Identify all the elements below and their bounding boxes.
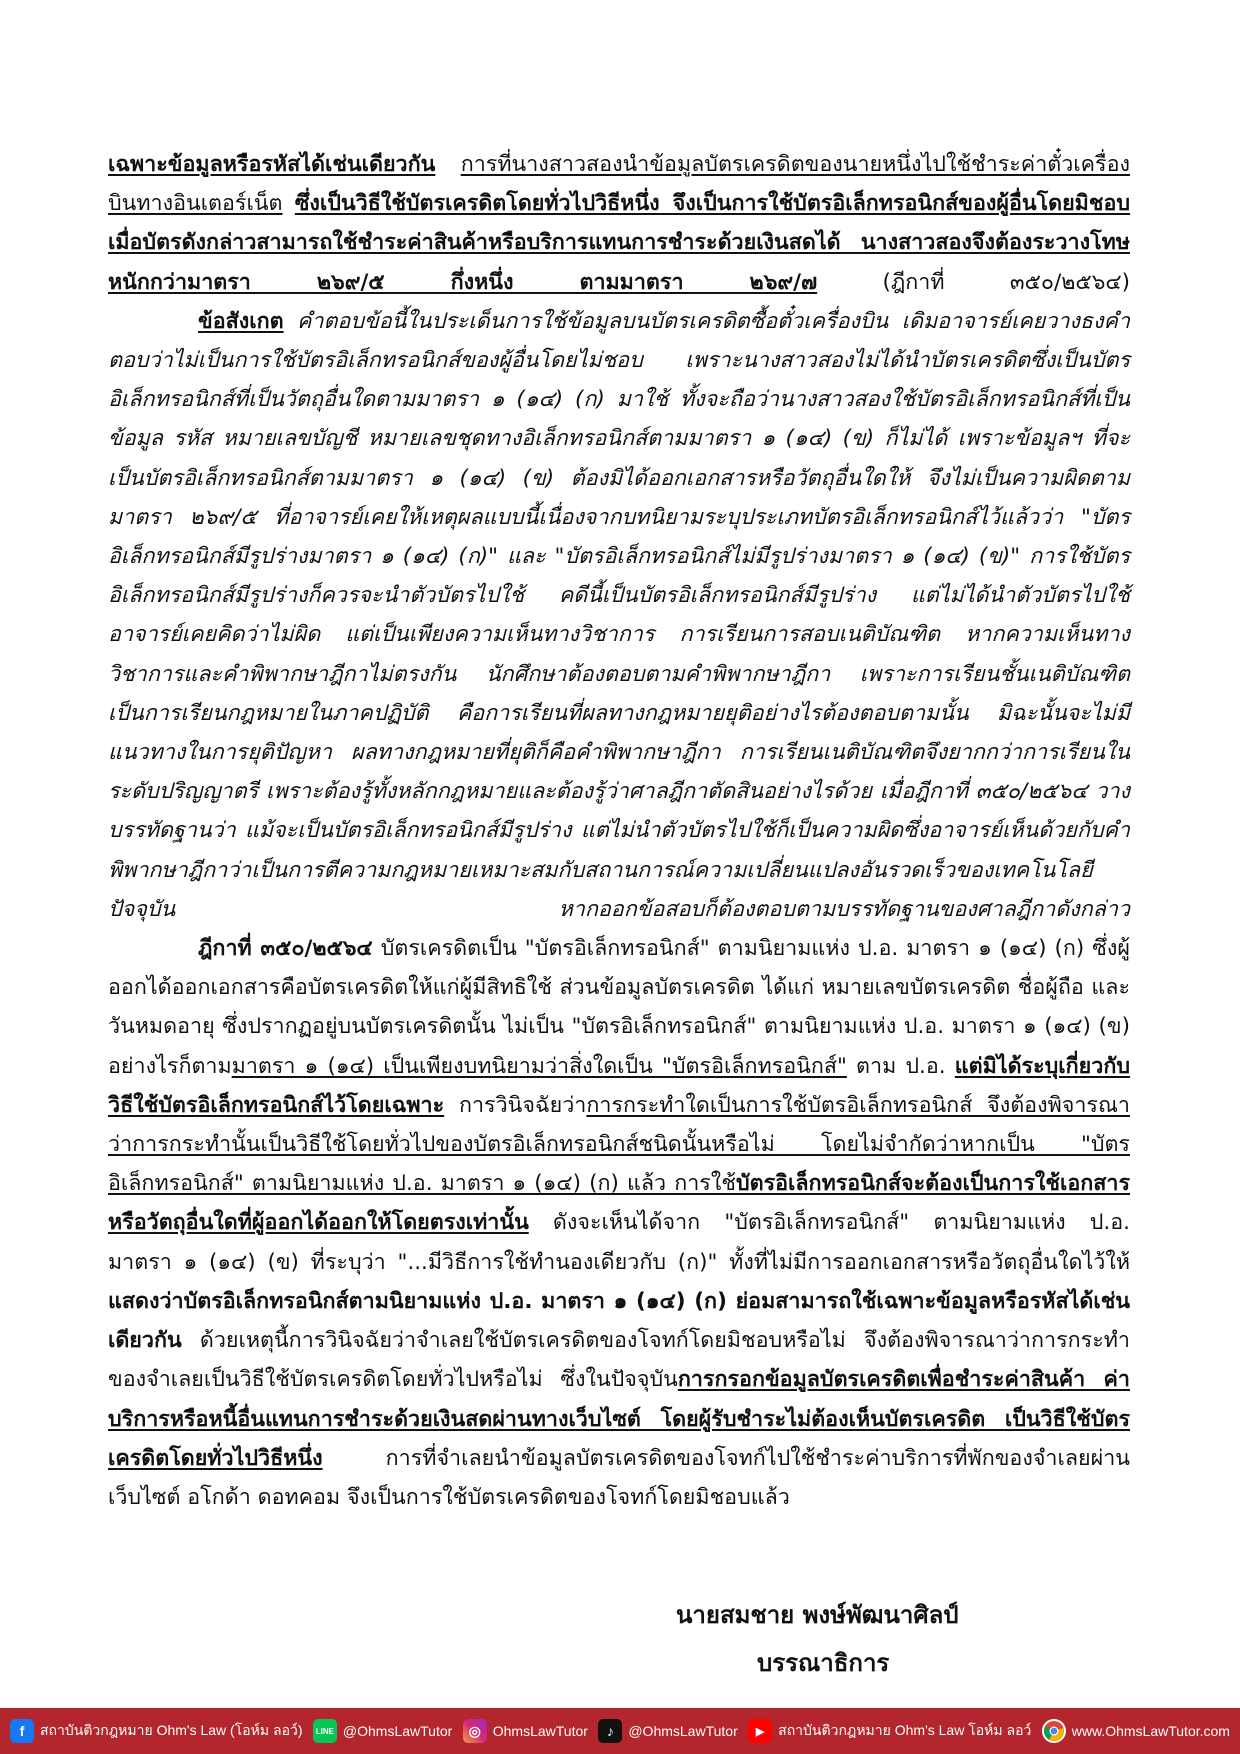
- text-segment: การที่นางสาวสองนำข้อมูลบัตรเครดิตของนายหนึ่งไปใช้ชำระค่าตั๋วเครื่องบินทางอินเตอร์เน็ต: [108, 152, 1130, 217]
- paragraph-supreme-court-ruling: [108, 929, 1130, 1517]
- text-segment: บัตรอิเล็กทรอนิกส์จะต้องเป็นการใช้เอกสารหรือวัตถุอื่นใดที่ผู้ออกได้ออกให้โดยตรงเท่านั้น: [108, 1171, 1130, 1236]
- text-segment: ตาม ป.อ.: [846, 1053, 955, 1079]
- footer-line[interactable]: [313, 1719, 452, 1743]
- footer-website-label: www.OhmsLawTutor.com: [1071, 1723, 1230, 1739]
- text-segment: คำตอบข้อนี้ในประเด็นการใช้ข้อมูลบนบัตรเครดิตซื้อตั๋วเครื่องบิน เดิมอาจารย์เคยวางธงคำตอบว่าไม่เป็นการใช้บัตรอิเล็กทรอนิกส์ของผู้อื่นโดยไม่ชอบ เพราะนางสาวสองไม่ได้นำบัตรเครดิตซึ่งเป็นบัตรอิเล็กทรอนิกส์ที่เป็นวัตถุอื่นใดตามมาตรา ๑ (๑๔) (ก) มาใช้ ทั้งจะถือว่านางสาวสองใช้บัตรอิเล็กทรอนิกส์ที่เป็นข้อมูล รหัส หมายเลขบัญชี หมายเลขชุดทางอิเล็กทรอนิกส์ตามมาตรา ๑ (๑๔) (ข) ก็ไม่ได้ เพราะข้อมูลฯ ที่จะเป็นบัตรอิเล็กทรอนิกส์ตามมาตรา ๑ (๑๔) (ข) ต้องมิได้ออกเอกสารหรือวัตถุอื่นใดให้ จึงไม่เป็นความผิดตามมาตรา ๒๖๙/๕ ที่อาจารย์เคยให้เหตุผลแบบนี้เนื่องจากบทนิยามระบุประเภทบัตรอิเล็กทรอนิกส์ไว้แล้วว่า "บัตรอิเล็กทรอนิกส์มีรูปร่างมาตรา ๑ (๑๔) (ก)" และ "บัตรอิเล็กทรอนิกส์ไม่มีรูปร่างมาตรา ๑ (๑๔) (ข)" การใช้บัตรอิเล็กทรอนิกส์มีรูปร่างก็ควรจะนำตัวบัตรไปใช้ คดีนี้เป็นบัตรอิเล็กทรอนิกส์มีรูปร่าง แต่ไม่ได้นำตัวบัตรไปใช้ อาจารย์เคยคิดว่าไม่ผิด แต่เป็นเพียงความเห็นทางวิชาการ การเรียนการสอบเนติบัณฑิต หากความเห็นทางวิชาการและคำพิพากษาฎีกาไม่ตรงกัน นักศึกษาต้องตอบตามคำพิพากษาฎีกา เพราะการเรียนชั้นเนติบัณฑิตเป็นการเรียนกฎหมายในภาคปฏิบัติ คือการเรียนที่ผลทางกฎหมายยุติอย่างไรต้องตอบตามนั้น มิฉะนั้นจะไม่มีแนวทางในการยุติปัญหา ผลทางกฎหมายที่ยุติก็คือคำพิพากษาฎีกา การเรียนเนติบัณฑิตจึงยากกว่าการเรียนในระดับปริญญาตรี เพราะต้องรู้ทั้งหลักกฎหมายและต้องรู้ว่าศาลฎีกาตัดสินอย่างไรด้วย เมื่อฎีกาที่ ๓๕๐/๒๕๖๔ วางบรรทัดฐานว่า แม้จะเป็นบัตรอิเล็กทรอนิกส์มีรูปร่าง แต่ไม่นำตัวบัตรไปใช้ก็เป็นความผิดซึ่งอาจารย์เห็นด้วยกับคำพิพากษาฎีกาว่าเป็นการตีความกฎหมายเหมาะสมกับสถานการณ์ความเปลี่ยนแปลงอันรวดเร็วของเทคโนโลยีปัจจุบัน หากออกข้อสอบก็ต้องตอบตามบรรทัดฐานของศาลฎีกาดังกล่าว: [108, 308, 1130, 922]
- text-segment: การที่จำเลยนำข้อมูลบัตรเครดิตของโจทก์ไปใช้ชำระค่าบริการที่พักของจำเลยผ่านเว็บไซต์ อโกด้า ดอทคอม จึงเป็นการใช้บัตรเครดิตของโจทก์โดยมิชอบแล้ว: [108, 1445, 1130, 1510]
- paragraph-conclusion: [108, 145, 1130, 302]
- facebook-icon: f: [10, 1719, 34, 1743]
- instagram-icon: ◎: [463, 1719, 487, 1743]
- text-segment: ดังจะเห็นได้จาก "บัตรอิเล็กทรอนิกส์" ตามนิยามแห่ง ป.อ. มาตรา ๑ (๑๔) (ข) ที่ระบุว่า "...มีวิธีการใช้ทำนองเดียวกับ (ก)" ทั้งที่ไม่มีการออกเอกสารหรือวัตถุอื่นใดไว้ให้: [108, 1210, 1130, 1275]
- text-segment: แสดงว่าบัตรอิเล็กทรอนิกส์ตามนิยามแห่ง ป.อ. มาตรา ๑ (๑๔) (ก) ย่อมสามารถใช้เฉพาะข้อมูลหรือรหัสได้เช่นเดียวกัน: [108, 1288, 1130, 1354]
- footer-instagram[interactable]: [463, 1719, 588, 1743]
- text-segment: [282, 191, 294, 216]
- text-segment: [435, 152, 460, 177]
- tiktok-icon: ♪: [598, 1719, 622, 1743]
- chrome-icon: [1042, 1719, 1066, 1743]
- document-body: [108, 145, 1130, 1517]
- text-segment: การกระทำใดเป็นการใช้บัตรอิเล็กทรอนิกส์ จึงต้องพิจารณาว่าการกระทำนั้นเป็นวิธีใช้โดยทั่วไปของบัตรอิเล็กทรอนิกส์ชนิดนั้นหรือไม่ โดยไม่จำกัดว่าหากเป็น "บัตรอิเล็กทรอนิกส์" ตามนิยามแห่ง ป.อ. มาตรา ๑ (๑๔) (ก) แล้ว การใช้: [108, 1092, 1130, 1197]
- text-segment: ซึ่งเป็นวิธีใช้บัตรเครดิตโดยทั่วไปวิธีหนึ่ง จึงเป็นการใช้บัตรอิเล็กทรอนิกส์ของผู้อื่นโดยมิชอบ เมื่อบัตรดังกล่าวสามารถใช้ชำระค่าสินค้าหรือบริการแทนการชำระด้วยเงินสดได้ นางสาวสองจึงต้องระวางโทษหนักกว่ามาตรา ๒๖๙/๕ กึ่งหนึ่ง ตามมาตรา ๒๖๙/๗: [108, 191, 1130, 295]
- line-icon: LINE: [313, 1719, 337, 1743]
- editor-title: บรรณาธิการ: [757, 1649, 890, 1677]
- text-segment: เฉพาะข้อมูลหรือรหัสได้เช่นเดียวกัน: [108, 152, 436, 177]
- text-segment: ฎีกาที่ ๓๕๐/๒๕๖๔: [198, 936, 373, 962]
- text-segment: แต่มิได้ระบุเกี่ยวกับวิธีใช้บัตรอิเล็กทรอนิกส์ไว้โดยเฉพาะ: [108, 1053, 1130, 1118]
- paragraph-observation: [108, 302, 1130, 929]
- footer-tiktok[interactable]: [598, 1719, 737, 1743]
- footer-tiktok-label: @OhmsLawTutor: [628, 1723, 738, 1739]
- text-segment: มาตรา ๑ (๑๔) เป็นเพียงบทนิยามว่าสิ่งใดเป็น "บัตรอิเล็กทรอนิกส์": [231, 1053, 847, 1079]
- footer-line-label: @OhmsLawTutor: [342, 1723, 453, 1739]
- text-segment: (ฎีกาที่ ๓๕๐/๒๕๖๔): [817, 269, 1130, 295]
- footer-facebook-label: สถาบันติวกฎหมาย Ohm's Law (โอห์ม ลอว์): [40, 1722, 303, 1738]
- text-segment: บัตรเครดิตเป็น "บัตรอิเล็กทรอนิกส์" ตามนิยามแห่ง ป.อ. มาตรา ๑ (๑๔) (ก) ซึ่งผู้ออกได้ออกเอกสารคือบัตรเครดิตให้แก่ผู้มีสิทธิใช้ ส่วนข้อมูลบัตรเครดิต ได้แก่ หมายเลขบัตรเครดิต ชื่อผู้ถือ และวันหมดอายุ ซึ่งปรากฏอยู่บนบัตรเครดิตนั้น ไม่เป็น "บัตรอิเล็กทรอนิกส์" ตามนิยามแห่ง ป.อ. มาตรา ๑ (๑๔) (ข) อย่างไรก็ตาม: [108, 936, 1130, 1079]
- footer-youtube-label: สถาบันติวกฎหมาย Ohm's Law โอห์ม ลอว์: [778, 1722, 1032, 1738]
- footer-instagram-label: OhmsLawTutor: [492, 1723, 588, 1739]
- editor-name: นายสมชาย พงษ์พัฒนาศิลป์: [676, 1601, 959, 1629]
- text-segment: ข้อสังเกต: [198, 308, 284, 334]
- text-segment: การวินิจฉัยว่า: [444, 1092, 587, 1118]
- youtube-icon: ▶: [748, 1719, 772, 1743]
- text-segment: การกรอกข้อมูลบัตรเครดิตเพื่อชำระค่าสินค้า ค่าบริการหรือหนี้อื่นแทนการชำระด้วยเงินสดผ่านทางเว็บไซต์ โดยผู้รับชำระไม่ต้องเห็นบัตรเครดิต เป็นวิธีใช้บัตรเครดิตโดยทั่วไปวิธีหนึ่ง: [108, 1367, 1130, 1471]
- footer-website[interactable]: [1042, 1719, 1230, 1743]
- footer-youtube[interactable]: [748, 1719, 1031, 1743]
- footer-facebook[interactable]: [10, 1719, 303, 1743]
- footer-bar: [0, 1708, 1240, 1754]
- text-segment: ด้วยเหตุนี้การวินิจฉัยว่าจำเลยใช้บัตรเครดิตของโจทก์โดยมิชอบหรือไม่ จึงต้องพิจารณาว่าการกระทำของจำเลยเป็นวิธีใช้บัตรเครดิตโดยทั่วไปหรือไม่ ซึ่งในปัจจุบัน: [108, 1328, 1130, 1393]
